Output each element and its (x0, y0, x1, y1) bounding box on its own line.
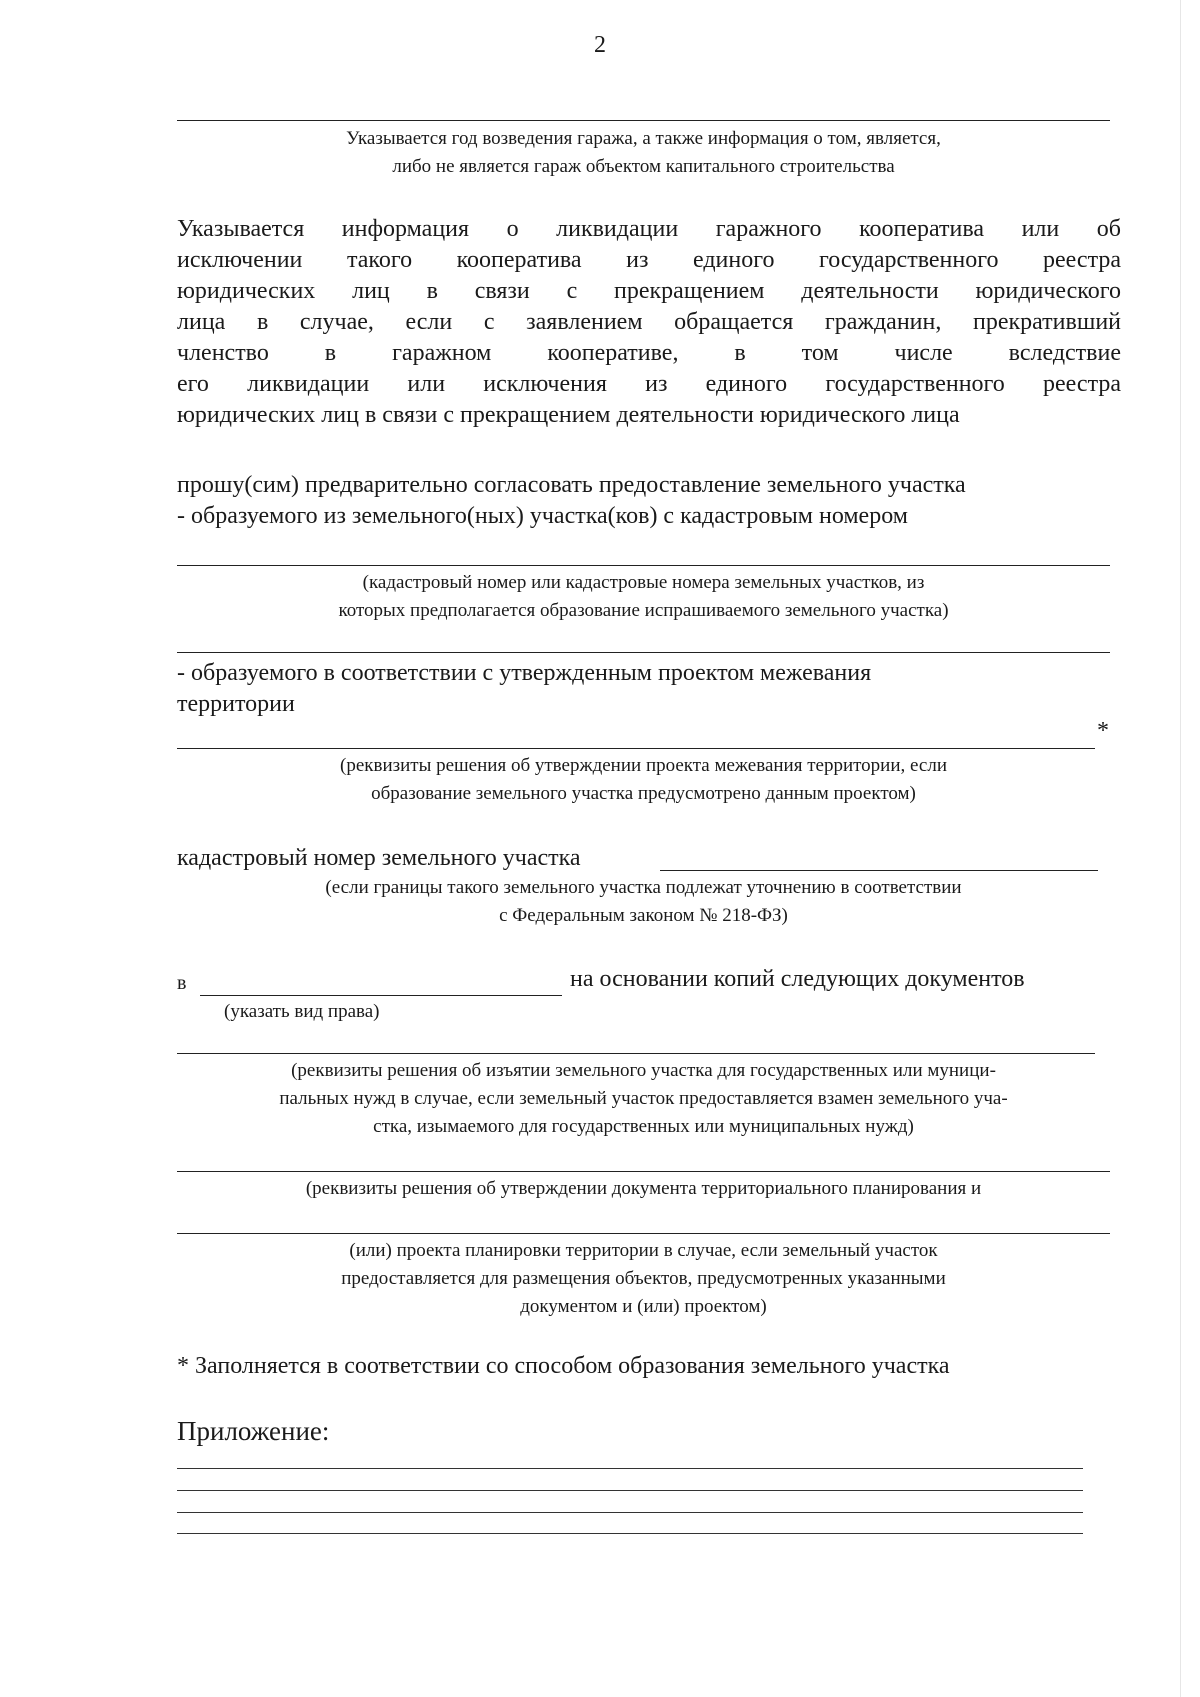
garage-note-line: Указывается год возведения гаража, а также информация о том, является, (346, 128, 941, 149)
attachment-label: Приложение: (177, 1416, 330, 1446)
request-text (177, 470, 1121, 532)
liquidation-line: его ликвидации или исключения из единого государственного реестра (177, 371, 1121, 397)
liquidation-line: лица в случае, если с заявлением обращается гражданин, прекративший (177, 309, 1121, 335)
right-suffix: на основании копий следующих документов (570, 966, 1025, 992)
cadastral-number-label: кадастровый номер земельного участка (177, 845, 581, 871)
caption-line: документом и (или) проектом) (520, 1296, 767, 1317)
planning-caption-1: (реквизиты решения об утверждении документа территориального планирования и (305, 1178, 982, 1199)
planning-requisites-field[interactable] (177, 1171, 1110, 1172)
seizure-caption (177, 1057, 1110, 1141)
caption-line: (кадастровый номер или кадастровые номера земельных участков, из (362, 572, 925, 593)
request-line: прошу(сим) предварительно согласовать предоставление земельного участка (177, 472, 966, 498)
caption-line: (реквизиты решения об изъятии земельного участка для государственных или муници- (291, 1060, 996, 1081)
project-option (177, 658, 1121, 720)
liquidation-line: юридических лиц в связи с прекращением деятельности юридического (177, 278, 1121, 304)
cadastral-caption (177, 569, 1110, 625)
caption-line: предоставляется для размещения объектов, предусмотренных указанными (341, 1268, 946, 1289)
liquidation-line: членство в гаражном кооперативе, в том числе вследствие (177, 340, 1121, 366)
cadastral-numbers-field[interactable] (177, 565, 1110, 566)
right-type-field[interactable] (200, 995, 562, 996)
footnote: * Заполняется в соответствии со способом образования земельного участка (177, 1353, 950, 1379)
planning-requisites-field-2[interactable] (177, 1233, 1110, 1234)
scan-edge-line (1180, 0, 1181, 1697)
liquidation-line: Указывается информация о ликвидации гаражного кооператива или об (177, 216, 1121, 242)
liquidation-block (177, 214, 1121, 431)
caption-line: (реквизиты решения об утверждении проекта межевания территории, если (340, 755, 947, 776)
attachment-line[interactable] (177, 1533, 1083, 1534)
caption-line: с Федеральным законом № 218-ФЗ) (499, 905, 788, 926)
caption-line: которых предполагается образование испрашиваемого земельного участка) (338, 600, 949, 621)
garage-note (177, 125, 1110, 181)
project-caption (177, 752, 1110, 808)
right-caption: (указать вид права) (224, 1001, 380, 1022)
caption-line: (или) проекта планировки территории в случае, если земельный участок (349, 1240, 938, 1261)
page-number: 2 (594, 32, 606, 58)
cadastral-number-caption (177, 874, 1110, 930)
liquidation-line: исключении такого кооператива из единого государственного реестра (177, 247, 1121, 273)
project-option-line: территории (177, 691, 295, 717)
caption-line: (если границы такого земельного участка подлежат уточнению в соответствии (325, 877, 962, 898)
garage-note-line: либо не является гараж объектом капитального строительства (392, 156, 895, 177)
request-line: - образуемого из земельного(ных) участка(ков) с кадастровым номером (177, 503, 908, 529)
caption-line: пальных нужд в случае, если земельный участок предоставляется взамен земельного уча- (279, 1088, 1008, 1109)
seizure-requisites-field[interactable] (177, 1053, 1095, 1054)
planning-caption-2 (177, 1237, 1110, 1321)
additional-field-line[interactable] (177, 652, 1110, 653)
project-requisites-field[interactable] (177, 748, 1095, 749)
project-option-line: - образуемого в соответствии с утвержденным проектом межевания (177, 660, 872, 686)
attachment-line[interactable] (177, 1468, 1083, 1469)
asterisk-mark: * (1097, 718, 1109, 744)
caption-line: стка, изымаемого для государственных или муниципальных нужд) (373, 1116, 914, 1137)
liquidation-line: юридических лиц в связи с прекращением деятельности юридического лица (177, 402, 960, 428)
right-prefix: в (177, 972, 187, 994)
caption-line: образование земельного участка предусмотрено данным проектом) (371, 783, 916, 804)
garage-field-line (177, 120, 1110, 121)
attachment-line[interactable] (177, 1490, 1083, 1491)
cadastral-number-field[interactable] (660, 870, 1098, 871)
attachment-line[interactable] (177, 1512, 1083, 1513)
